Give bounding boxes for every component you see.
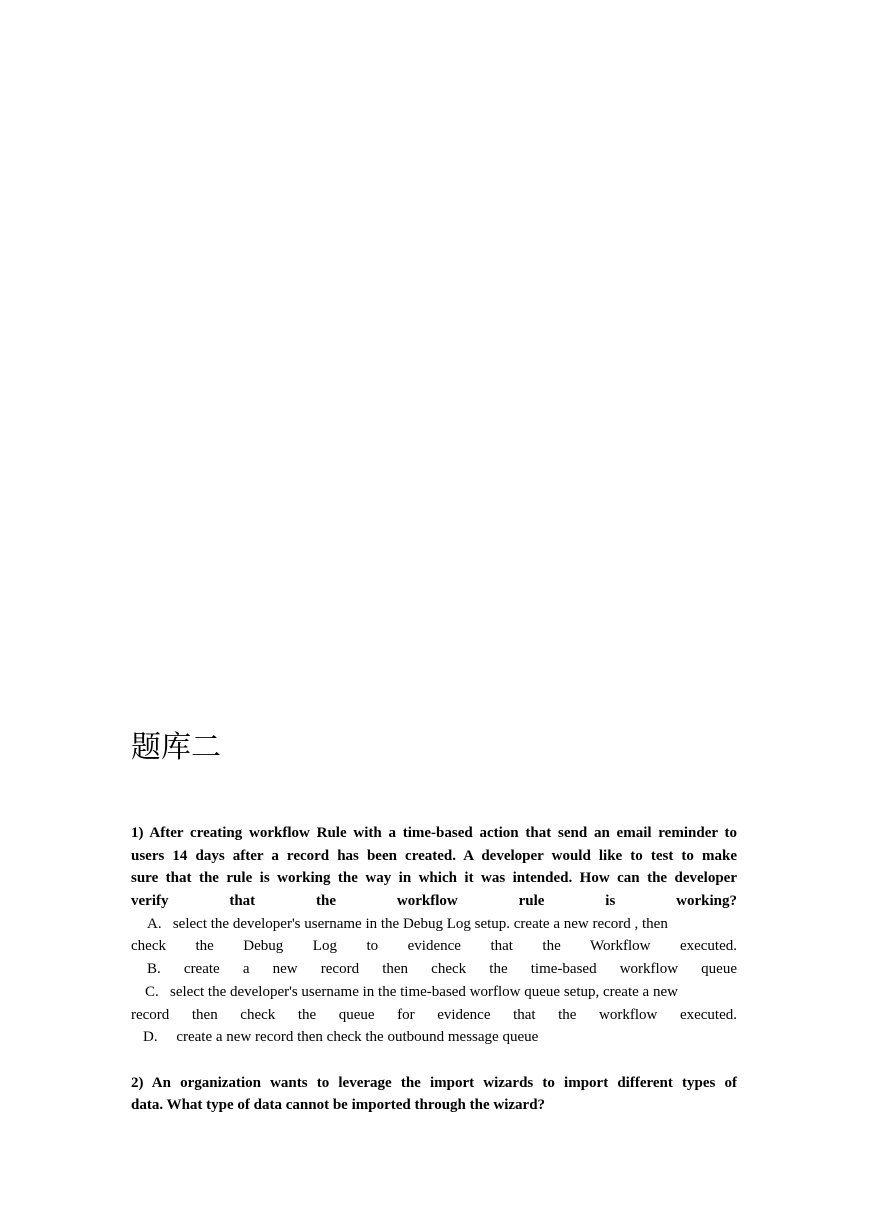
paragraph-gap [131,1049,737,1072]
question-1-text-line-2: users 14 days after a record has been created. A developer would like to test to make [131,847,737,864]
question-2-text-line-2: data. What type of data cannot be imported through the wizard? [131,1097,546,1114]
question-1 [131,822,737,1049]
question-content [131,822,737,1117]
option-a-letter: A. [147,915,162,932]
option-b [131,958,737,981]
option-c-line-2: record then check the queue for evidence that the workflow executed. [131,1006,737,1023]
question-2-text-line-1: 2) An organization wants to leverage the import wizards to import different types of [131,1074,737,1091]
section-title: 题库二 [131,730,221,765]
option-d-letter: D. [143,1029,158,1046]
option-d-line-1 [131,1026,737,1049]
question-1-text-line-4: verify that the workflow rule is working? [131,893,737,910]
option-a [131,913,737,958]
option-c-letter: C. [145,983,159,1000]
option-b-line-1 [131,958,737,981]
question-2 [131,1072,737,1117]
option-c [131,981,737,1026]
option-b-letter: B. [147,961,161,978]
option-c-line-1 [131,981,737,1004]
question-1-text-line-1: 1) After creating workflow Rule with a time-based action that send an email reminder to [131,825,737,841]
option-a-line-1 [131,913,737,936]
question-1-text-line-3: sure that the rule is working the way in which it was intended. How can the developer [131,870,737,887]
option-a-text: select the developer's username in the Debug Log setup. create a new record , then [172,915,668,932]
option-c-text: select the developer's username in the time-based worflow queue setup, create a new [170,983,678,1000]
option-a-line-2: check the Debug Log to evidence that the Workflow executed. [131,938,737,955]
option-d [131,1026,737,1049]
option-d-text: create a new record then check the outbound message queue [176,1029,539,1046]
option-b-text: create a new record then check the time-based workflow queue [183,961,737,978]
